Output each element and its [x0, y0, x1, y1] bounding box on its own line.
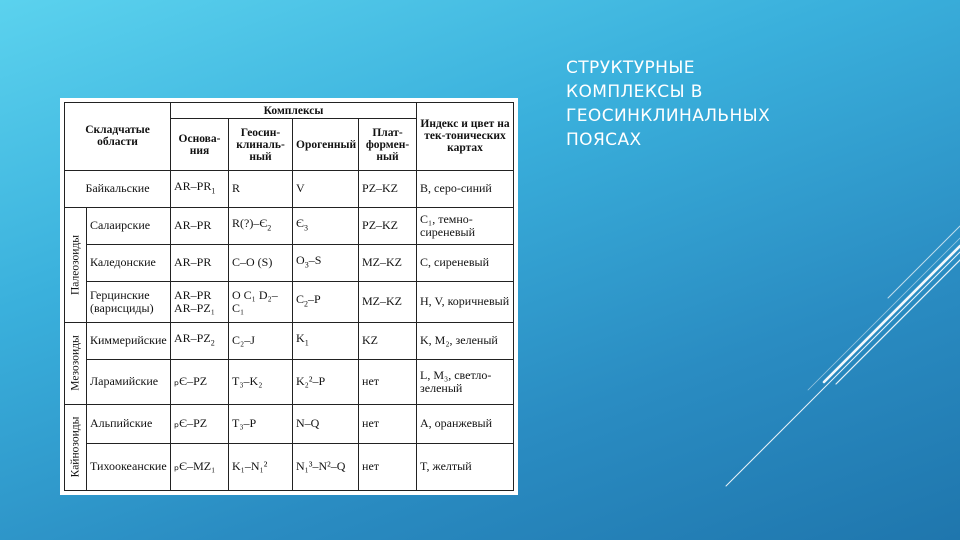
complexes-table-image — [60, 98, 518, 495]
region-cell: Тихоокеанские — [87, 443, 171, 490]
geosynclinal-cell: C₂–J — [229, 322, 293, 359]
platform-cell: нет — [359, 404, 417, 443]
header-basement: Основа-ния — [171, 119, 229, 170]
geosynclinal-cell: C–O (S) — [229, 244, 293, 281]
index-cell: A, оранжевый — [417, 404, 514, 443]
region-cell: Салаирские — [87, 207, 171, 244]
region-cell: Киммерийские — [87, 322, 171, 359]
basement-cell: AR–PR AR–PZ₁ — [171, 281, 229, 322]
platform-cell: PZ–KZ — [359, 207, 417, 244]
platform-cell: нет — [359, 359, 417, 404]
table-row — [65, 322, 514, 359]
header-index: Индекс и цвет на тек-тонических картах — [417, 103, 514, 171]
complexes-table — [64, 102, 514, 491]
table-row — [65, 359, 514, 404]
header-platform: Плат-формен-ный — [359, 119, 417, 170]
geosynclinal-cell: O C₁ D₂–C₁ — [229, 281, 293, 322]
region-cell: Герцинские (варисциды) — [87, 281, 171, 322]
geosynclinal-cell: T₃–K₂ — [229, 359, 293, 404]
basement-cell: ₚЄ–PZ — [171, 404, 229, 443]
table-row — [65, 244, 514, 281]
orogenic-cell: V — [293, 170, 359, 207]
header-regions: Складчатые области — [65, 103, 171, 171]
era-paleozoids: Палеозоиды — [65, 207, 87, 322]
basement-cell: ₚЄ–PZ — [171, 359, 229, 404]
slide-title: СТРУКТУРНЫЕ КОМПЛЕКСЫ В ГЕОСИНКЛИНАЛЬНЫХ ПОЯСАХ — [566, 58, 771, 150]
header-complexes: Комплексы — [171, 103, 417, 119]
geosynclinal-cell: T₃–P — [229, 404, 293, 443]
basement-cell: AR–PR — [171, 244, 229, 281]
index-cell: K, M₂, зеленый — [417, 322, 514, 359]
index-cell: L, M₃, светло-зеленый — [417, 359, 514, 404]
orogenic-cell: K₂²–P — [293, 359, 359, 404]
orogenic-cell: $O_3-S$ — [293, 244, 359, 281]
index-cell: B, серо-синий — [417, 170, 514, 207]
basement-cell: $AR-PR_1$ — [171, 170, 229, 207]
era-mesozoids: Мезозоиды — [65, 322, 87, 404]
index-cell: C₁, темно-сиреневый — [417, 207, 514, 244]
orogenic-cell: $K_1$ — [293, 322, 359, 359]
region-cell: Байкальские — [65, 170, 171, 207]
geosynclinal-cell: $R(?)-Є_2$ — [229, 207, 293, 244]
basement-cell: AR–PR — [171, 207, 229, 244]
table-row — [65, 170, 514, 207]
table-row — [65, 443, 514, 490]
table-row — [65, 207, 514, 244]
table-row — [65, 281, 514, 322]
orogenic-cell: $C_2-P$ — [293, 281, 359, 322]
platform-cell: KZ — [359, 322, 417, 359]
region-cell: Альпийские — [87, 404, 171, 443]
orogenic-cell: $Є_3$ — [293, 207, 359, 244]
platform-cell: нет — [359, 443, 417, 490]
index-cell: C, сиреневый — [417, 244, 514, 281]
region-cell: Ларамийские — [87, 359, 171, 404]
table-row — [65, 404, 514, 443]
orogenic-cell: N₁³–N²–Q — [293, 443, 359, 490]
platform-cell: PZ–KZ — [359, 170, 417, 207]
index-cell: H, V, коричневый — [417, 281, 514, 322]
geosynclinal-cell: R — [229, 170, 293, 207]
basement-cell: $AR-PZ_2$ — [171, 322, 229, 359]
platform-cell: MZ–KZ — [359, 244, 417, 281]
index-cell: T, желтый — [417, 443, 514, 490]
geosynclinal-cell: K₁–N₁² — [229, 443, 293, 490]
region-cell: Каледонские — [87, 244, 171, 281]
header-geosynclinal: Геосин-клиналь-ный — [229, 119, 293, 170]
era-cenozoids: Кайнозоиды — [65, 404, 87, 490]
header-orogenic: Орогенный — [293, 119, 359, 170]
platform-cell: MZ–KZ — [359, 281, 417, 322]
orogenic-cell: N–Q — [293, 404, 359, 443]
basement-cell: ₚЄ–MZ₁ — [171, 443, 229, 490]
